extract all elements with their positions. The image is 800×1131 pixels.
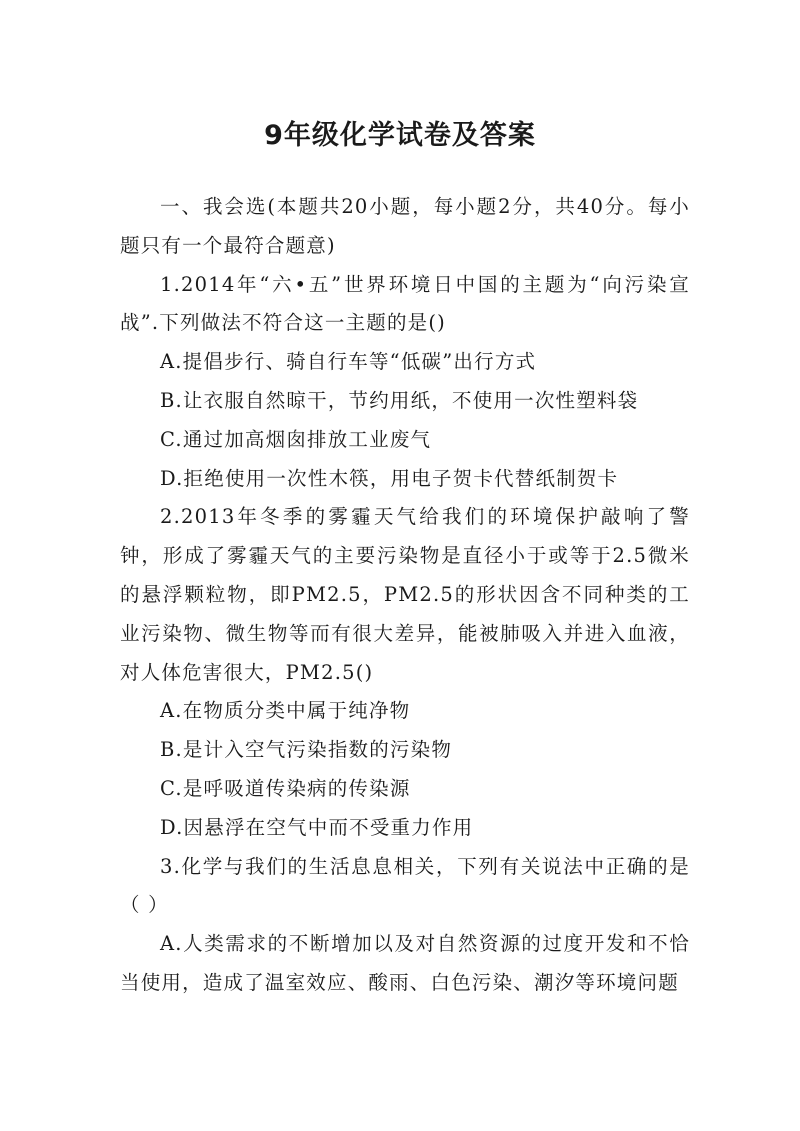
- question-3-stem: 3.化学与我们的生活息息相关，下列有关说法中正确的是（ ）: [120, 854, 690, 917]
- question-2-option-c: C.是呼吸道传染病的传染源: [160, 776, 411, 800]
- question-2-option-d: D.因悬浮在空气中而不受重力作用: [160, 815, 474, 839]
- section-heading: 一、我会选(本题共20小题，每小题2分，共40分。每小题只有一个最符合题意): [120, 195, 690, 257]
- page-title: 9年级化学试卷及答案: [264, 120, 536, 152]
- question-1-option-b: B.让衣服自然晾干，节约用纸，不使用一次性塑料袋: [160, 388, 639, 412]
- question-1-option-c: C.通过加高烟囱排放工业废气: [160, 427, 432, 451]
- question-1-stem: 1.2014年“六•五”世界环境日中国的主题为“向污染宣战”.下列做法不符合这一主题的是(): [120, 272, 690, 335]
- question-3-option-a: A.人类需求的不断增加以及对自然资源的过度开发和不恰当使用，造成了温室效应、酸雨、白色污染、潮汐等环境问题: [120, 932, 690, 994]
- document-body: [120, 188, 690, 1003]
- question-2-stem: 2.2013年冬季的雾霾天气给我们的环境保护敲响了警钟，形成了雾霾天气的主要污染物是直径小于或等于2.5微米的悬浮颗粒物，即PM2.5，PM2.5的形状因含不同种类的工业污染物、微生物等而有很大差异，能被肺吸入并进入血液，对人体危害很大，PM2.5(): [120, 505, 690, 684]
- question-2-option-a: A.在物质分类中属于纯净物: [160, 699, 411, 723]
- question-2-option-b: B.是计入空气污染指数的污染物: [160, 738, 453, 762]
- question-1-option-a: A.提倡步行、骑自行车等“低碳”出行方式: [160, 350, 537, 374]
- question-1-option-d: D.拒绝使用一次性木筷，用电子贺卡代替纸制贺卡: [160, 466, 619, 490]
